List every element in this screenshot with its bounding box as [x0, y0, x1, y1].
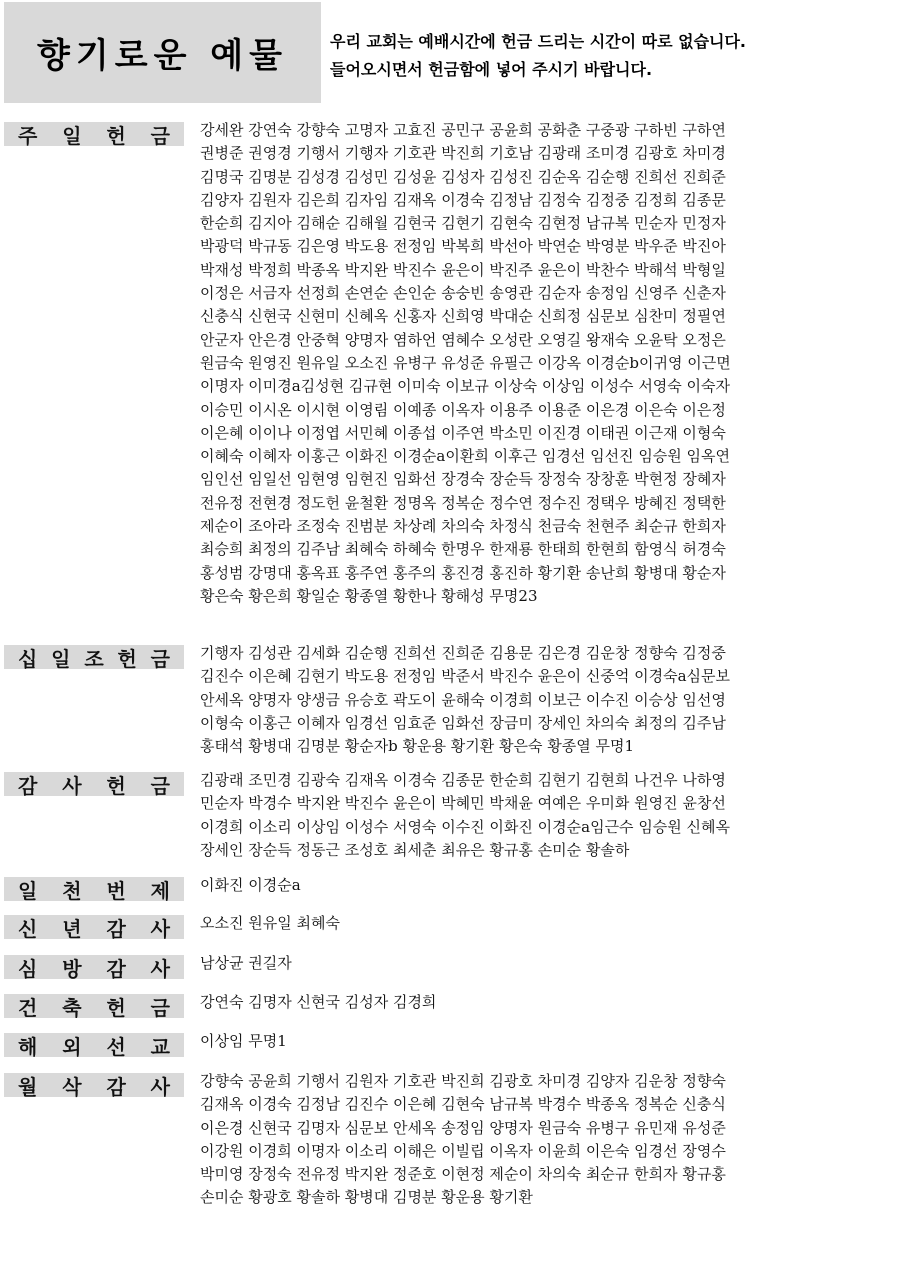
label-char: 심 [18, 956, 38, 981]
label-char: 조 [84, 646, 104, 671]
label-char: 일 [62, 123, 82, 148]
label-char: 제 [150, 878, 170, 903]
page-title: 향기로운 예물 [37, 36, 288, 76]
names-line: 홍태석 황병대 김명분 황순자b 황운용 황기환 황은숙 황종열 무명1 [200, 737, 635, 756]
label-char: 감 [106, 916, 126, 941]
label-char: 사 [150, 1074, 170, 1099]
names-line: 오소진 원유일 최혜숙 [200, 914, 340, 932]
section-label [4, 877, 184, 901]
names-line: 장세인 장순득 정동근 조성호 최세춘 최유은 황규홍 손미순 황솔하 [200, 840, 630, 859]
names-list [200, 912, 840, 935]
names-line: 이명자 이미경a김성현 김규현 이미숙 이보규 이상숙 이상임 이성수 서영숙 이숙자 [200, 377, 731, 396]
names-list [200, 1070, 840, 1210]
label-char: 금 [150, 646, 170, 671]
label-char: 천 [62, 878, 82, 903]
header-title-box [4, 2, 321, 103]
names-line: 손미순 황광호 황솔하 황병대 김명분 황운용 황기환 [200, 1188, 533, 1207]
names-line: 이정은 서금자 선정희 손연순 손인순 송숭빈 송영관 김순자 송정임 신영주 신춘자 [200, 284, 726, 303]
names-line: 강연숙 김명자 신현국 김성자 김경희 [200, 993, 437, 1011]
section-label [4, 1033, 184, 1057]
label-char: 금 [150, 995, 170, 1020]
label-char: 해 [18, 1034, 38, 1059]
label-char: 헌 [117, 646, 137, 671]
names-line: 김진수 이은혜 김현기 박도용 전정임 박준서 박진수 윤은이 신중억 이경숙a심문보 [200, 667, 731, 686]
names-line: 신충식 신현국 신현미 신혜옥 신홍자 신희영 박대순 신희정 심문보 심찬미 정필연 [200, 307, 726, 326]
label-char: 번 [106, 878, 126, 903]
notice-line-1: 우리 교회는 예배시간에 헌금 드리는 시간이 따로 없습니다. [330, 32, 747, 51]
names-line: 원금숙 원영진 원유일 오소진 유병구 유성준 유필근 이강옥 이경순b이귀영 이근면 [200, 353, 731, 372]
label-char: 외 [62, 1034, 82, 1059]
label-char: 방 [62, 956, 82, 981]
names-line: 전유정 전현경 정도헌 윤철환 정명옥 정복순 정수연 정수진 정택우 방혜진 정택한 [200, 493, 726, 512]
names-line: 한순희 김지아 김해순 김해월 김현국 김현기 김현숙 김현정 남규복 민순자 민정자 [200, 214, 726, 233]
names-line: 이상임 무명1 [200, 1032, 287, 1050]
notice-line-2: 들어오시면서 헌금함에 넣어 주시기 바랍니다. [330, 60, 653, 79]
names-line: 박재성 박정희 박종옥 박지완 박진수 윤은이 박진주 윤은이 박찬수 박해석 박형일 [200, 260, 726, 279]
names-list [200, 952, 840, 975]
names-list [200, 874, 840, 897]
names-line: 이강원 이경희 이명자 이소리 이해은 이빌립 이옥자 이윤희 이은숙 임경선 장영수 [200, 1141, 726, 1160]
label-char: 사 [150, 916, 170, 941]
label-char: 십 [18, 646, 38, 671]
names-line: 권병준 권영경 기행서 기행자 기호관 박진희 기호남 김광래 조미경 김광호 차미경 [200, 144, 726, 163]
label-char: 헌 [106, 773, 126, 798]
label-char: 주 [18, 123, 38, 148]
names-list [200, 119, 840, 608]
label-char: 사 [150, 956, 170, 981]
names-line: 이화진 이경순a [200, 876, 301, 894]
names-line: 이승민 이시온 이시현 이영림 이예종 이옥자 이용주 이용준 이은경 이은숙 이은정 [200, 400, 726, 419]
names-line: 이형숙 이홍근 이혜자 임경선 임효준 임화선 장금미 장세인 차의숙 최정의 김주남 [200, 713, 726, 732]
label-char: 건 [18, 995, 38, 1020]
label-char: 금 [150, 773, 170, 798]
section-label [4, 1073, 184, 1097]
names-line: 강세완 강연숙 강향숙 고명자 고효진 공민구 공윤희 공화춘 구중광 구하빈 구하연 [200, 121, 726, 139]
label-char: 감 [18, 773, 38, 798]
label-char: 사 [62, 773, 82, 798]
names-line: 임인선 임일선 임현영 임현진 임화선 장경숙 장순득 장정숙 장창훈 박현정 장혜자 [200, 470, 726, 489]
names-list [200, 769, 840, 862]
section-label [4, 122, 184, 146]
names-line: 강향숙 공윤희 기행서 김원자 기호관 박진희 김광호 차미경 김양자 김운창 정향숙 [200, 1072, 726, 1090]
section-label [4, 955, 184, 979]
names-line: 남상균 권길자 [200, 954, 292, 972]
names-line: 박광덕 박규동 김은영 박도용 전정임 박복희 박선아 박연순 박영분 박우준 박진아 [200, 237, 726, 256]
names-line: 김재옥 이경숙 김정남 김진수 이은혜 김현숙 남규복 박경수 박종옥 정복순 신충식 [200, 1095, 726, 1114]
label-char: 헌 [106, 123, 126, 148]
label-char: 삭 [62, 1074, 82, 1099]
names-list [200, 642, 840, 758]
names-line: 황은숙 황은희 황일순 황종열 황한나 황해성 무명23 [200, 586, 538, 605]
section-label [4, 915, 184, 939]
section-label [4, 994, 184, 1018]
section-label [4, 645, 184, 669]
label-char: 신 [18, 916, 38, 941]
label-char: 금 [150, 123, 170, 148]
label-char: 선 [106, 1034, 126, 1059]
label-char: 월 [18, 1074, 38, 1099]
names-line: 이경희 이소리 이상임 이성수 서영숙 이수진 이화진 이경순a임근수 임승원 신혜옥 [200, 817, 731, 836]
names-line: 안군자 안은경 안중혁 양명자 염하언 염혜수 오성란 오영길 왕재숙 오윤탁 오정은 [200, 330, 726, 349]
names-line: 안세옥 양명자 양생금 유승호 곽도이 윤해숙 이경희 이보근 이수진 이승상 임선영 [200, 690, 726, 709]
names-line: 이혜숙 이혜자 이홍근 이화진 이경순a이환희 이후근 임경선 임선진 임승원 임옥연 [200, 447, 731, 466]
names-line: 김양자 김원자 김은희 김자임 김재옥 이경숙 김정남 김정숙 김정중 김정희 김종문 [200, 190, 726, 209]
label-char: 년 [62, 916, 82, 941]
names-line: 기행자 김성관 김세화 김순행 진희선 진희준 김용문 김은경 김운창 정향숙 김정중 [200, 644, 726, 662]
names-list [200, 1030, 840, 1053]
names-line: 김광래 조민경 김광숙 김재옥 이경숙 김종문 한순희 김현기 김현희 나건우 나하영 [200, 771, 726, 789]
names-line: 제순이 조아라 조정숙 진범분 차상례 차의숙 차정식 천금숙 천현주 최순규 한희자 [200, 517, 726, 536]
label-char: 감 [106, 956, 126, 981]
names-list [200, 991, 840, 1014]
names-line: 박미영 장정숙 전유정 박지완 정준호 이현정 제순이 차의숙 최순규 한희자 황규홍 [200, 1165, 726, 1184]
names-line: 이은경 신현국 김명자 심문보 안세옥 송정임 양명자 원금숙 유병구 유민재 유성준 [200, 1118, 726, 1137]
label-char: 축 [62, 995, 82, 1020]
label-char: 헌 [106, 995, 126, 1020]
names-line: 김명국 김명분 김성경 김성민 김성윤 김성자 김성진 김순옥 김순행 진희선 진희준 [200, 167, 726, 186]
label-char: 일 [51, 646, 71, 671]
names-line: 민순자 박경수 박지완 박진수 윤은이 박혜민 박채윤 여예은 우미화 원영진 윤창선 [200, 794, 726, 813]
header-notice [330, 28, 890, 84]
section-label [4, 772, 184, 796]
names-line: 홍성범 강명대 홍옥표 홍주연 홍주의 홍진경 홍진하 황기환 송난희 황병대 황순자 [200, 563, 726, 582]
label-char: 일 [18, 878, 38, 903]
label-char: 교 [150, 1034, 170, 1059]
names-line: 최승희 최정의 김주남 최혜숙 하혜숙 한명우 한재룡 한태희 한현희 함영식 허경숙 [200, 540, 726, 559]
names-line: 이은혜 이이나 이정엽 서민혜 이종섭 이주연 박소민 이진경 이태권 이근재 이형숙 [200, 423, 726, 442]
label-char: 감 [106, 1074, 126, 1099]
